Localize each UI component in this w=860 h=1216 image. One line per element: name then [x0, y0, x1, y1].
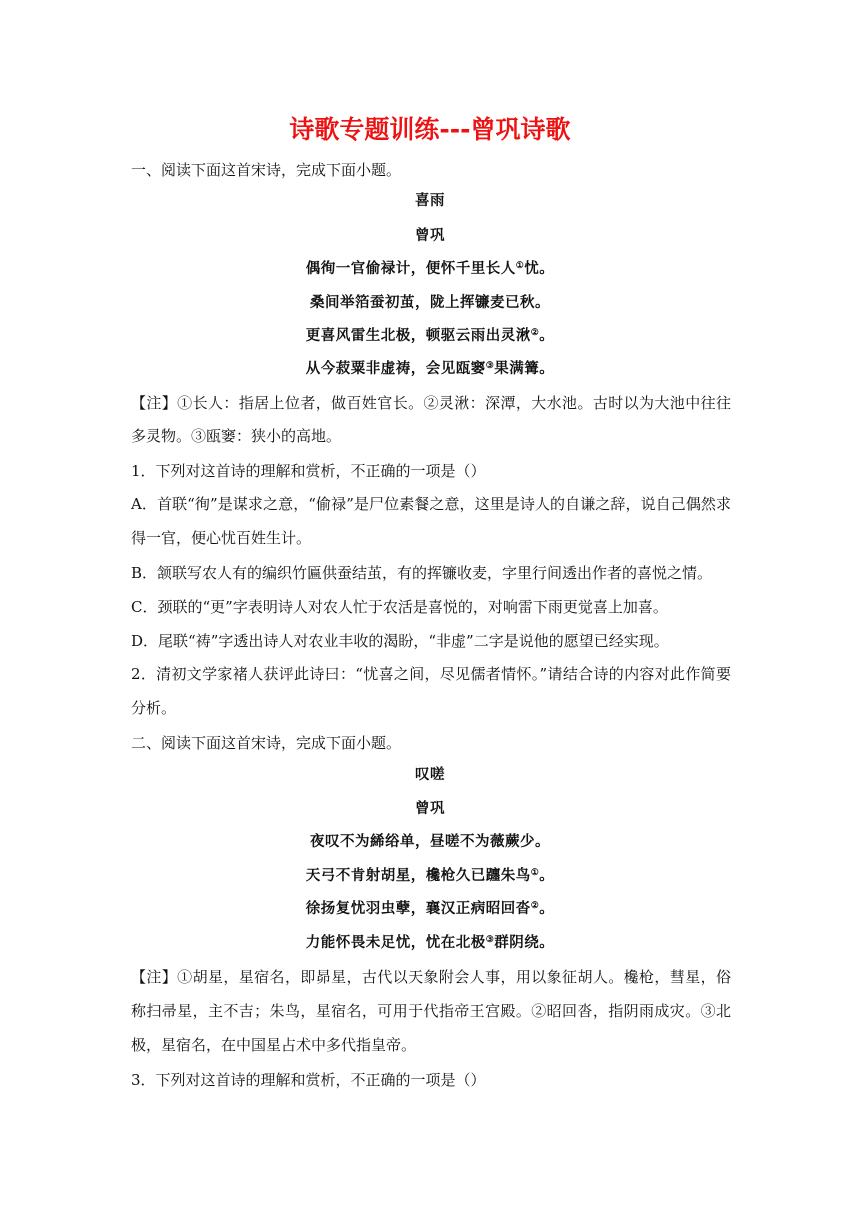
- option-b: B．颔联写农人有的编织竹匾供蚕结茧，有的挥镰收麦，字里行间透出作者的喜悦之情。: [131, 564, 713, 582]
- poem-2-note: 称扫帚星，主不吉；朱鸟，星宿名，可用于代指帝王宫殿。②昭回沓，指阴雨成灾。③北: [131, 1002, 731, 1020]
- poem-2-title: 叹嗟: [415, 766, 445, 783]
- poem-1-author: 曾巩: [415, 227, 445, 244]
- poem-1-note: 多灵物。③瓯窭：狭小的高地。: [131, 427, 342, 445]
- poem-2-line: 夜叹不为絺绤单，昼嗟不为薇蕨少。: [310, 833, 550, 850]
- poem-1-title: 喜雨: [415, 192, 445, 209]
- question-2-cont: 分析。: [131, 699, 177, 717]
- question-1: 1．下列对这首诗的理解和赏析，不正确的一项是（）: [131, 462, 486, 480]
- poem-1-note: 【注】①长人：指居上位者，做百姓官长。②灵湫：深潭，大水池。古时以为大池中往往: [131, 394, 731, 412]
- section-1-heading: 一、阅读下面这首宋诗，完成下面小题。: [131, 161, 402, 179]
- page-title: 诗歌专题训练---曾巩诗歌: [289, 115, 571, 144]
- option-a-cont: 得一官，便心忧百姓生计。: [131, 529, 312, 547]
- poem-1-line: 从今菽粟非虚祷，会见瓯窭③果满篝。: [305, 360, 555, 377]
- poem-2-author: 曾巩: [415, 800, 445, 817]
- poem-2-note: 【注】①胡星，星宿名，即昴星，古代以天象附会人事，用以象征胡人。欃枪，彗星，俗: [131, 968, 731, 986]
- question-3: 3．下列对这首诗的理解和赏析，不正确的一项是（）: [131, 1071, 486, 1089]
- question-2: 2．清初文学家褚人获评此诗曰：“忧喜之间，尽见儒者情怀。”请结合诗的内容对此作简要: [131, 665, 731, 683]
- option-d: D．尾联“祷”字透出诗人对农业丰收的渴盼，“非虚”二字是说他的愿望已经实现。: [131, 632, 669, 650]
- poem-2-line: 力能怀畏未足忧，忧在北极③群阴绕。: [305, 934, 555, 951]
- poem-1-line: 更喜风雷生北极，顿驱云雨出灵湫②。: [305, 327, 555, 344]
- poem-1-line: 桑间举箔蚕初茧，陇上挥镰麦已秋。: [310, 294, 550, 311]
- poem-2-note: 极，星宿名，在中国星占术中多代指皇帝。: [131, 1036, 417, 1054]
- option-a: A．首联“徇”是谋求之意，“偷禄”是尸位素餐之意，这里是诗人的自谦之辞，说自己偶然求: [131, 495, 731, 513]
- poem-1-line: 偶徇一官偷禄计，便怀千里长人①忧。: [305, 260, 555, 277]
- section-2-heading: 二、阅读下面这首宋诗，完成下面小题。: [131, 734, 402, 752]
- option-c: C．颈联的“更”字表明诗人对农人忙于农活是喜悦的，对响雷下雨更觉喜上加喜。: [131, 598, 668, 616]
- poem-2-line: 天弓不肯射胡星，欃枪久已躔朱鸟①。: [305, 867, 555, 884]
- poem-2-line: 徐扬复忧羽虫孽，襄汉正病昭回沓②。: [305, 900, 555, 917]
